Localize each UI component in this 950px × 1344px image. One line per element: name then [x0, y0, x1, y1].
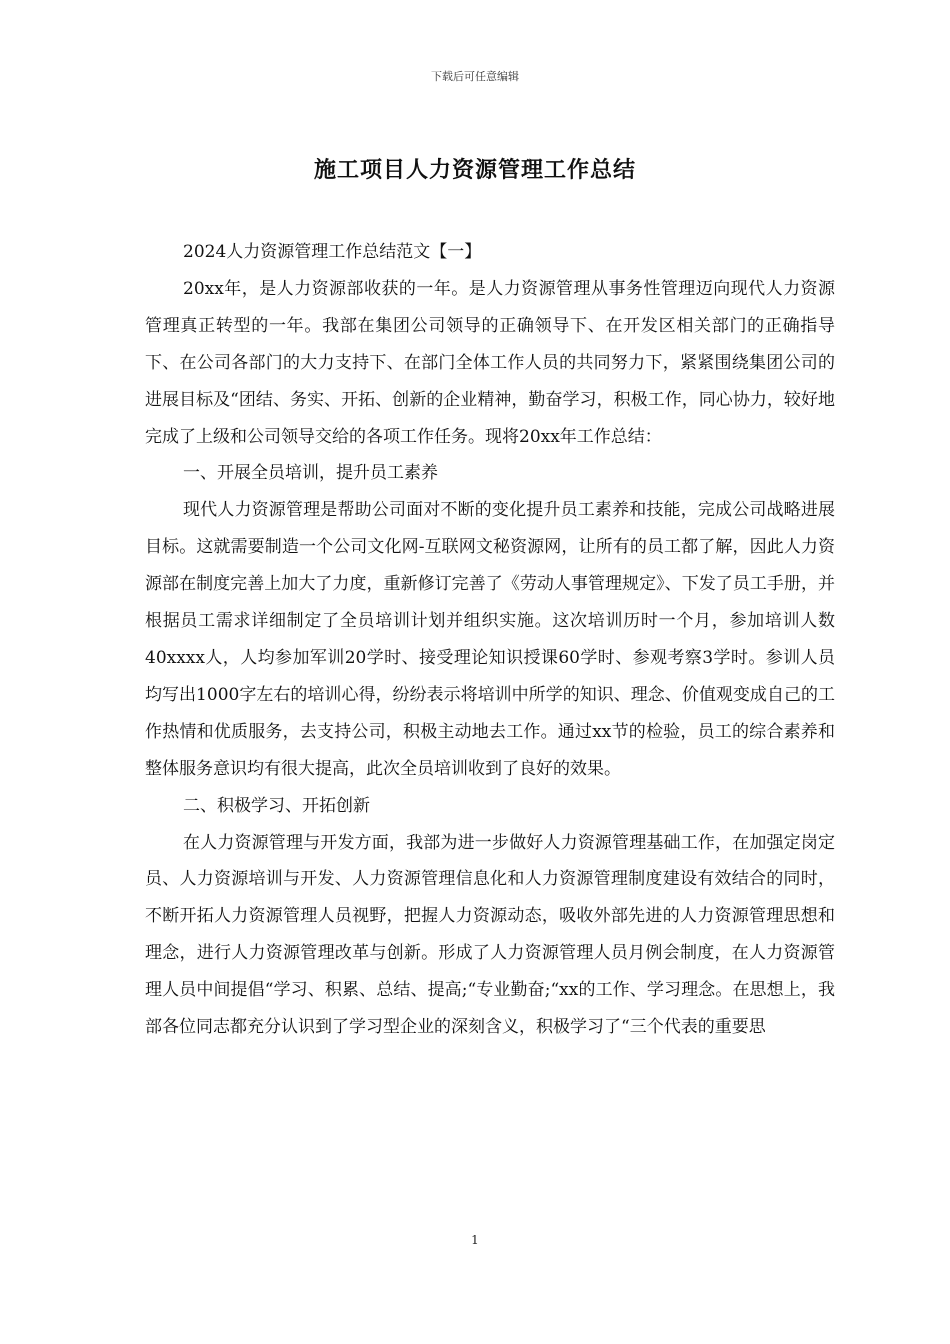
paragraph: 现代人力资源管理是帮助公司面对不断的变化提升员工素养和技能，完成公司战略进展目标。这就需要制造一个公司文化网-互联网文秘资源网，让所有的员工都了解，因此人力资源部在制度完善上加大了力度，重新修订完善了《劳动人事管理规定》、下发了员工手册，并根据员工需求详细制定了全员培训计划并组织实施。这次培训历时一个月，参加培训人数40xxxx人，人均参加军训20学时、接受理论知识授课60学时、参观考察3学时。参训人员均写出1000字左右的培训心得，纷纷表示将培训中所学的知识、理念、价值观变成自己的工作热情和优质服务，去支持公司，积极主动地去工作。通过xx节的检验，员工的综合素养和整体服务意识均有很大提高，此次全员培训收到了良好的效果。 — [145, 500, 835, 779]
section-heading: 2024人力资源管理工作总结范文【一】 — [183, 242, 482, 262]
section-heading: 一、开展全员培训，提升员工素养 — [183, 463, 438, 484]
section-heading: 二、积极学习、开拓创新 — [183, 795, 370, 816]
document-title: 施工项目人力资源管理工作总结 — [313, 157, 636, 183]
document-body — [145, 234, 835, 1046]
header-note: 下载后可任意编辑 — [431, 70, 519, 83]
paragraph: 在人力资源管理与开发方面，我部为进一步做好人力资源管理基础工作，在加强定岗定员、人力资源培训与开发、人力资源管理信息化和人力资源管理制度建设有效结合的同时，不断开拓人力资源管理人员视野，把握人力资源动态，吸收外部先进的人力资源管理思想和理念，进行人力资源管理改革与创新。形成了人力资源管理人员月例会制度，在人力资源管理人员中间提倡“学习、积累、总结、提高;“专业勤奋;“xx的工作、学习理念。在思想上，我部各位同志都充分认识到了学习型企业的深刻含义，积极学习了“三个代表的重要思 — [145, 832, 835, 1038]
page-number: 1 — [471, 1233, 479, 1247]
paragraph: 20xx年，是人力资源部收获的一年。是人力资源管理从事务性管理迈向现代人力资源管理真正转型的一年。我部在集团公司领导的正确领导下、在开发区相关部门的正确指导下、在公司各部门的大力支持下、在部门全体工作人员的共同努力下，紧紧围绕集团公司的进展目标及“团结、务实、开拓、创新的企业精神，勤奋学习，积极工作，同心协力，较好地完成了上级和公司领导交给的各项工作任务。现将20xx年工作总结： — [145, 278, 835, 447]
